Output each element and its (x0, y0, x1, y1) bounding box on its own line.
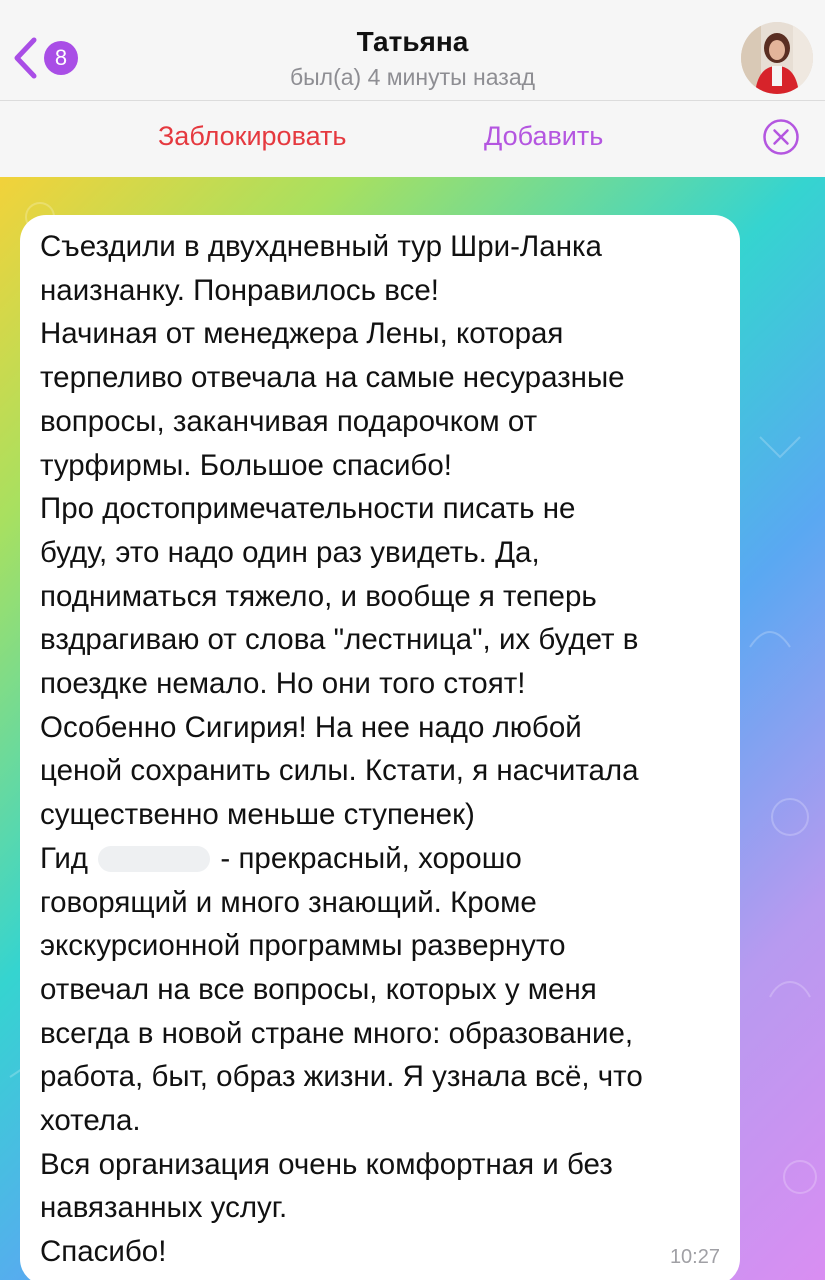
contact-name[interactable]: Татьяна (356, 26, 469, 57)
contact-avatar[interactable] (741, 22, 813, 94)
avatar-image (741, 22, 813, 94)
add-contact-button[interactable]: Добавить (484, 121, 604, 151)
last-seen-status: был(а) 4 минуты назад (289, 64, 536, 90)
message-line: ценой сохранить силы. Кстати, я насчитала (40, 754, 639, 788)
message-line: хотела. (40, 1104, 141, 1138)
close-circle-icon (762, 118, 800, 156)
message-line: наизнанку. Понравилось все! (40, 273, 439, 307)
unread-badge: 8 (44, 41, 78, 75)
message-timestamp: 10:27 (669, 1246, 720, 1268)
block-button[interactable]: Заблокировать (158, 121, 347, 151)
message-line: Начиная от менеджера Лены, которая (40, 317, 564, 351)
message-line: работа, быт, образ жизни. Я узнала всё, что (40, 1060, 643, 1094)
action-bar (0, 101, 825, 177)
message-line: вопросы, заканчивая подарочком от (40, 404, 538, 438)
message-line: отвечал на все вопросы, которых у меня (40, 972, 597, 1006)
message-line: существенно меньше ступенек) (40, 798, 475, 832)
guide-prefix: Гид (40, 841, 89, 875)
message-line: поездке немало. Но они того стоят! (40, 667, 526, 701)
close-action-bar-button[interactable] (762, 118, 800, 156)
message-line: навязанных услуг. (40, 1191, 288, 1225)
redacted-name (98, 846, 210, 872)
message-line: всегда в новой стране много: образование, (40, 1016, 634, 1050)
chat-background (0, 177, 825, 1280)
message-line: Спасибо! (40, 1235, 167, 1269)
message-line: буду, это надо один раз увидеть. Да, (40, 535, 540, 569)
message-line: подниматься тяжело, и вообще я теперь (40, 579, 597, 613)
message-line: Про достопримечательности писать не (40, 492, 576, 526)
message-line: говорящий и много знающий. Кроме (40, 885, 537, 919)
message-line: Особенно Сигирия! На нее надо любой (40, 710, 582, 744)
message-line: экскурсионной программы развернуто (40, 929, 566, 963)
message-line: вздрагиваю от слова "лестница", их будет в (40, 623, 639, 657)
message-line: турфирмы. Большое спасибо! (40, 448, 452, 482)
chat-header (0, 0, 825, 101)
message-line: Вся организация очень комфортная и без (40, 1147, 613, 1181)
message-text (40, 225, 720, 1274)
message-line: Съездили в двухдневный тур Шри-Ланка (40, 230, 602, 263)
message-bubble[interactable] (20, 215, 740, 1280)
message-line: терпеливо отвечала на самые несуразные (40, 361, 625, 395)
guide-suffix: - прекрасный, хорошо (220, 841, 522, 875)
message-line-guide (40, 837, 720, 881)
